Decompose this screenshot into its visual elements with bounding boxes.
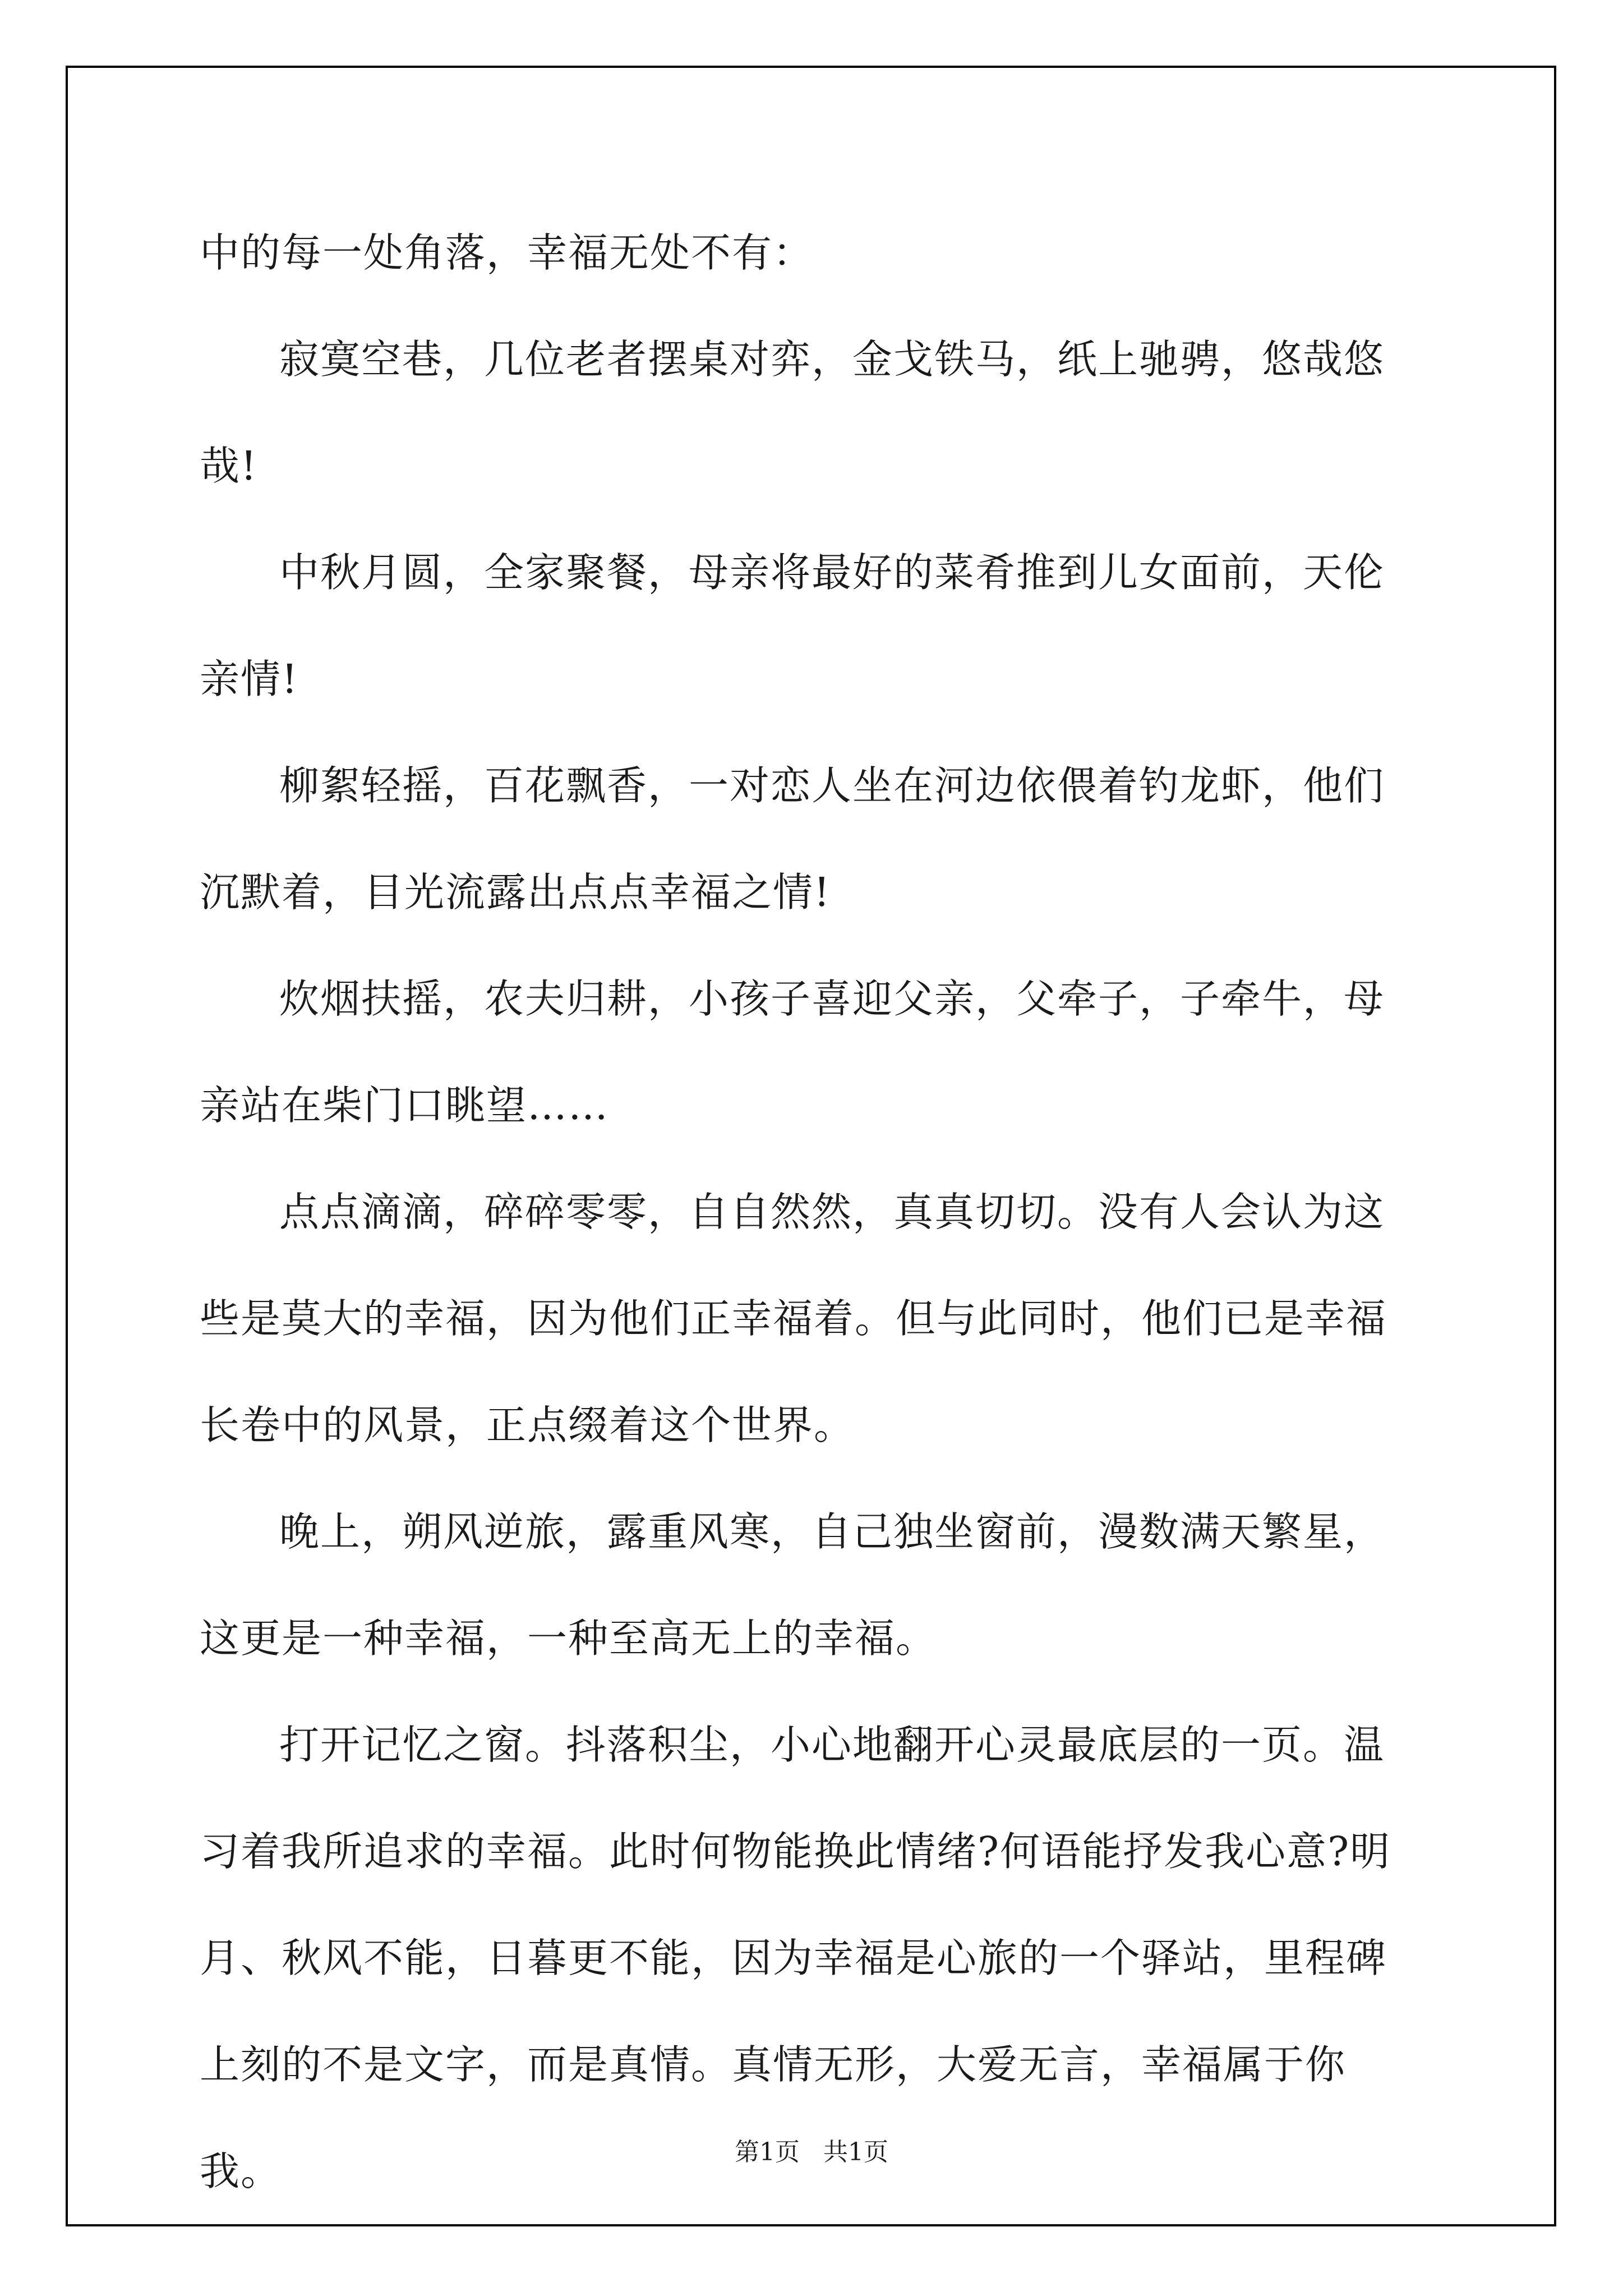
paragraph-5: 点点滴滴，碎碎零零，自自然然，真真切切。没有人会认为这些是莫大的幸福，因为他们正幸福着。但与此同时，他们已是幸福长卷中的风景，正点缀着这个世界。	[200, 1189, 1387, 1448]
document-body	[200, 200, 1423, 2225]
paragraph-0: 中的每一处角落，幸福无处不有：	[200, 229, 814, 276]
page-footer	[0, 2132, 1623, 2168]
paragraph-4: 炊烟扶摇，农夫归耕，小孩子喜迎父亲，父牵子，子牵牛，母亲站在柴门口眺望……	[200, 976, 1385, 1129]
paragraph-2: 中秋月圆，全家聚餐，母亲将最好的菜肴推到儿女面前，天伦亲情!	[200, 549, 1385, 702]
paragraph-7: 打开记忆之窗。抖落积尘，小心地翻开心灵最底层的一页。温习着我所追求的幸福。此时何物能换此情绪?何语能抒发我心意?明月、秋风不能，日暮更不能，因为幸福是心旅的一个驿站，里程碑上刻的不是文字，而是真情。真情无形，大爱无言，幸福属于你我。	[200, 1722, 1391, 2194]
page-number-label: 第1页 共1页	[735, 2138, 888, 2166]
paragraph-6: 晚上，朔风逆旅，露重风寒，自己独坐窗前，漫数满天繁星，这更是一种幸福，一种至高无上的幸福。	[200, 1508, 1385, 1662]
paragraph-3: 柳絮轻摇，百花飘香，一对恋人坐在河边依偎着钓龙虾，他们沉默着，目光流露出点点幸福之情!	[200, 762, 1385, 915]
paragraph-1: 寂寞空巷，几位老者摆桌对弈，金戈铁马，纸上驰骋，悠哉悠哉!	[200, 336, 1385, 489]
